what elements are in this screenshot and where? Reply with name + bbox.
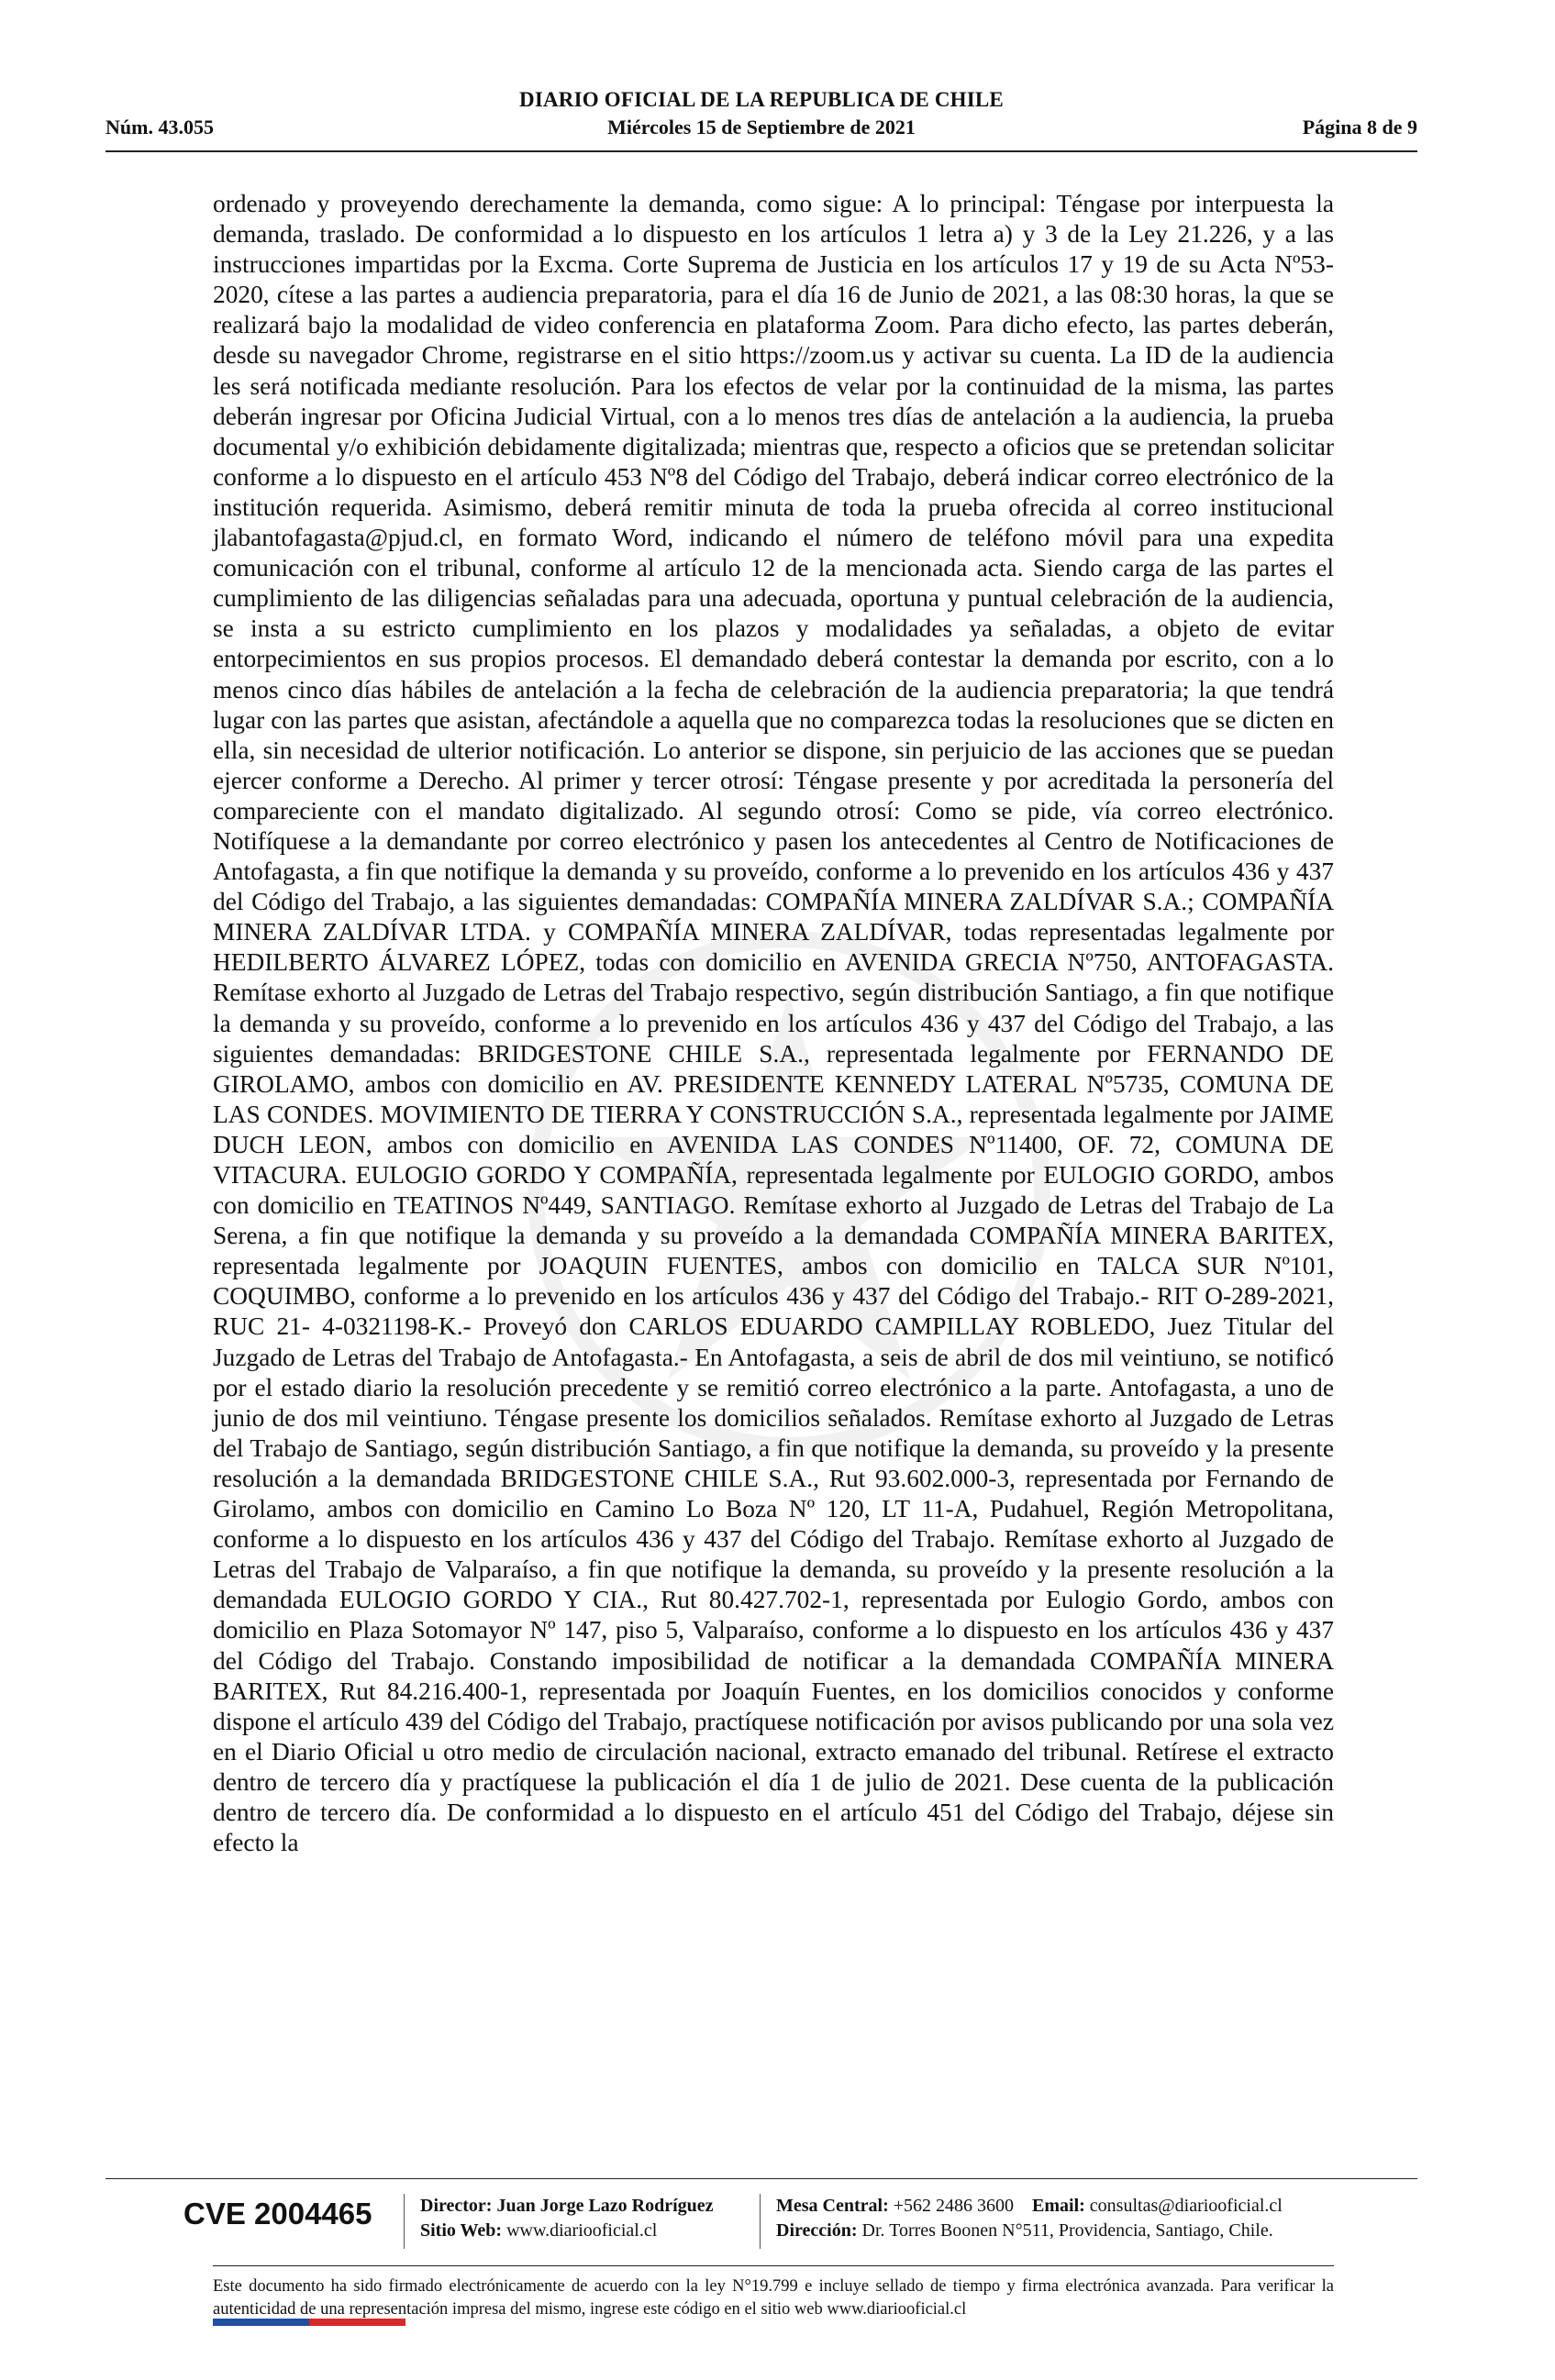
- site-label: Sitio Web:: [420, 2220, 503, 2241]
- footer-contact-block: [776, 2194, 1283, 2243]
- director-name: Juan Jorge Lazo Rodríguez: [496, 2196, 714, 2216]
- flag-blue-segment: [213, 2319, 309, 2326]
- phone-value: +562 2486 3600: [893, 2196, 1015, 2216]
- address-value: Dr. Torres Boonen N°511, Providencia, Santiago, Chile.: [861, 2220, 1273, 2241]
- page-number: Página 8 de 9: [1302, 116, 1417, 138]
- footer-separator: [760, 2194, 761, 2249]
- flag-color-bar: [213, 2319, 405, 2326]
- email-link[interactable]: consultas@diariooficial.cl: [1089, 2196, 1283, 2216]
- cve-code: CVE 2004465: [183, 2197, 372, 2231]
- body-paragraph: ordenado y proveyendo derechamente la demanda, como sigue: A lo principal: Téngase por interpuesta la demanda, traslado. De conformidad a lo dispuesto en los artículos 1 letra a) y 3 de la Ley 21.226, y a las instrucciones impartidas por la Excma. Corte Suprema de Justicia en los artículos 17 y 19 de su Acta Nº53-2020, cítese a las partes a audiencia preparatoria, para el día 16 de Junio de 2021, a las 08:30 horas, la que se realizará bajo la modalidad de video conferencia en plataforma Zoom. Para dicho efecto, las partes deberán, desde su navegador Chrome, registrarse en el sitio https://zoom.us y activar su cuenta. La ID de la audiencia les será notificada mediante resolución. Para los efectos de velar por la continuidad de la misma, las partes deberán ingresar por Oficina Judicial Virtual, con a lo menos tres días de antelación a la audiencia, la prueba documental y/o exhibición debidamente digitalizada; mientras que, respecto a oficios que se pretendan solicitar conforme a lo dispuesto en el artículo 453 Nº8 del Código del Trabajo, deberá indicar correo electrónico de la institución requerida. Asimismo, deberá remitir minuta de toda la prueba ofrecida al correo institucional jlabantofagasta@pjud.cl, en formato Word, indicando el número de teléfono móvil para una expedita comunicación con el tribunal, conforme al artículo 12 de la mencionada acta. Siendo carga de las partes el cumplimiento de las diligencias señaladas para una adecuada, oportuna y puntual celebración de la audiencia, se insta a su estricto cumplimiento en los plazos y modalidades ya señaladas, a objeto de evitar entorpecimientos en sus propios procesos. El demandado deberá contestar la demanda por escrito, con a lo menos cinco días hábiles de antelación a la fecha de celebración de la audiencia preparatoria; la que tendrá lugar con las partes que asistan, afectándole a aquella que no comparezca todas la resoluciones que se dicten en ella, sin necesidad de ulterior notificación. Lo anterior se dispone, sin perjuicio de las acciones que se puedan ejercer conforme a Derecho. Al primer y tercer otrosí: Téngase presente y por acreditada la personería del compareciente con el mandato digitalizado. Al segundo otrosí: Como se pide, vía correo electrónico. Notifíquese a la demandante por correo electrónico y pasen los antecedentes al Centro de Notificaciones de Antofagasta, a fin que notifique la demanda y su proveído, conforme a lo prevenido en los artículos 436 y 437 del Código del Trabajo, a las siguientes demandadas: COMPAÑÍA MINERA ZALDÍVAR S.A.; COMPAÑÍA MINERA ZALDÍVAR LTDA. y COMPAÑÍA MINERA ZALDÍVAR, todas representadas legalmente por HEDILBERTO ÁLVAREZ LÓPEZ, todas con domicilio en AVENIDA GRECIA Nº750, ANTOFAGASTA. Remítase exhorto al Juzgado de Letras del Trabajo respectivo, según distribución Santiago, a fin que notifique la demanda y su proveído, conforme a lo prevenido en los artículos 436 y 437 del Código del Trabajo, a las siguientes demandadas: BRIDGESTONE CHILE S.A., representada legalmente por FERNANDO DE GIROLAMO, ambos con domicilio en AV. PRESIDENTE KENNEDY LATERAL Nº5735, COMUNA DE LAS CONDES. MOVIMIENTO DE TIERRA Y CONSTRUCCIÓN S.A., representada legalmente por JAIME DUCH LEON, ambos con domicilio en AVENIDA LAS CONDES Nº11400, OF. 72, COMUNA DE VITACURA. EULOGIO GORDO Y COMPAÑÍA, representada legalmente por EULOGIO GORDO, ambos con domicilio en TEATINOS Nº449, SANTIAGO. Remítase exhorto al Juzgado de Letras del Trabajo de La Serena, a fin que notifique la demanda y su proveído a la demandada COMPAÑÍA MINERA BARITEX, representada legalmente por JOAQUIN FUENTES, ambos con domicilio en TALCA SUR Nº101, COQUIMBO, conforme a lo prevenido en los artículos 436 y 437 del Código del Trabajo.- RIT O-289-2021, RUC 21- 4-0321198-K.- Proveyó don CARLOS EDUARDO CAMPILLAY ROBLEDO, Juez Titular del Juzgado de Letras del Trabajo de Antofagasta.- En Antofagasta, a seis de abril de dos mil veintiuno, se notificó por el estado diario la resolución precedente y se remitió correo electrónico a la parte. Antofagasta, a uno de junio de dos mil veintiuno. Téngase presente los domicilios señalados. Remítase exhorto al Juzgado de Letras del Trabajo de Santiago, según distribución Santiago, a fin que notifique la demanda, su proveído y la presente resolución a la demandada BRIDGESTONE CHILE S.A., Rut 93.602.000-3, representada por Fernando de Girolamo, ambos con domicilio en Camino Lo Boza Nº 120, LT 11-A, Pudahuel, Región Metropolitana, conforme a lo dispuesto en los artículos 436 y 437 del Código del Trabajo. Remítase exhorto al Juzgado de Letras del Trabajo de Valparaíso, a fin que notifique la demanda, su proveído y la presente resolución a la demandada EULOGIO GORDO Y CIA., Rut 80.427.702-1, representada por Eulogio Gordo, ambos con domicilio en Plaza Sotomayor Nº 147, piso 5, Valparaíso, conforme a lo dispuesto en los artículos 436 y 437 del Código del Trabajo. Constando imposibilidad de notificar a la demandada COMPAÑÍA MINERA BARITEX, Rut 84.216.400-1, representada por Joaquín Fuentes, en los domicilios conocidos y conforme dispone el artículo 439 del Código del Trabajo, practíquese notificación por avisos publicando por una sola vez en el Diario Oficial u otro medio de circulación nacional, extracto emanado del tribunal. Retírese el extracto dentro de tercero día y practíquese la publicación el día 1 de julio de 2021. Dese cuenta de la publicación dentro de tercero día. De conformidad a lo dispuesto en el artículo 451 del Código del Trabajo, déjese sin efecto la: [213, 190, 1334, 1857]
- footer-director-block: [420, 2194, 714, 2243]
- header-divider: [106, 150, 1417, 152]
- issue-number: Núm. 43.055: [106, 116, 214, 138]
- page-header: [106, 88, 1417, 152]
- phone-label: Mesa Central:: [776, 2196, 889, 2216]
- address-line: [776, 2219, 1283, 2243]
- publication-title: DIARIO OFICIAL DE LA REPUBLICA DE CHILE: [519, 88, 1004, 111]
- footer-separator: [404, 2194, 405, 2249]
- director-label: Director:: [420, 2196, 493, 2216]
- flag-red-segment: [309, 2319, 405, 2326]
- document-body: [213, 189, 1334, 1858]
- director-line: [420, 2194, 714, 2219]
- site-link[interactable]: www.diariooficial.cl: [506, 2220, 658, 2241]
- signature-note: Este documento ha sido firmado electrónicamente de acuerdo con la ley N°19.799 e incluye sellado de tiempo y firma electrónica avanzada. Para verificar la autenticidad de una representación impresa del mismo, ingrese este código en el sitio web www.diariooficial.cl: [213, 2265, 1334, 2321]
- footer-divider: [106, 2178, 1417, 2179]
- contact-line: [776, 2194, 1283, 2219]
- site-line: [420, 2219, 714, 2243]
- issue-date: Miércoles 15 de Septiembre de 2021: [607, 116, 916, 138]
- email-label: Email:: [1032, 2196, 1085, 2216]
- address-label: Dirección:: [776, 2220, 858, 2241]
